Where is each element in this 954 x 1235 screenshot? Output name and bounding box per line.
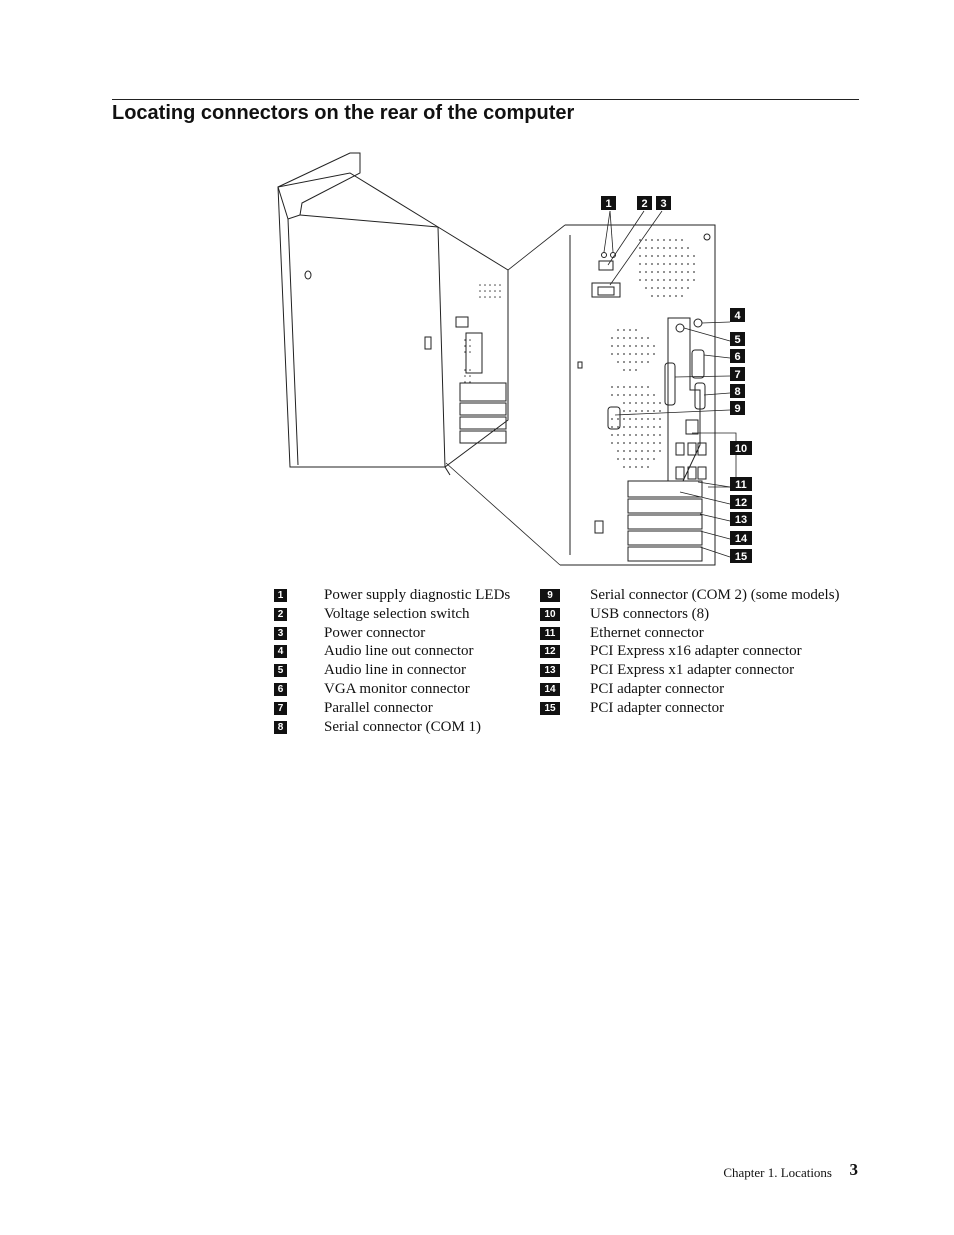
lower-vent-grid xyxy=(611,386,661,468)
callout-14: 14 xyxy=(734,533,748,545)
legend-number-badge: 9 xyxy=(540,589,560,602)
legend-number-badge: 10 xyxy=(540,608,560,621)
legend-number-badge: 13 xyxy=(540,664,560,677)
top-vent-grid xyxy=(639,239,695,297)
legend-number-badge: 8 xyxy=(274,721,287,734)
legend-number-badge: 15 xyxy=(540,702,560,715)
legend-number-badge: 6 xyxy=(274,683,287,696)
callout-4: 4 xyxy=(734,310,741,322)
callout-11: 11 xyxy=(735,479,747,491)
legend-label: Ethernet connector xyxy=(590,624,704,641)
legend-label: VGA monitor connector xyxy=(324,680,470,697)
legend-number-badge: 7 xyxy=(274,702,287,715)
callout-3: 3 xyxy=(660,198,667,210)
legend-number-badge: 14 xyxy=(540,683,560,696)
legend-label: Audio line in connector xyxy=(324,662,467,679)
legend-label: PCI adapter connector xyxy=(590,680,725,697)
legend-label: USB connectors (8) xyxy=(590,605,710,622)
enlarged-rear-panel xyxy=(560,225,715,565)
legend-number-badge: 11 xyxy=(540,627,560,640)
legend-number-badge: 12 xyxy=(540,645,560,658)
legend-label: Power connector xyxy=(324,624,426,641)
legend-label: Voltage selection switch xyxy=(324,605,470,622)
legend-label: PCI Express x1 adapter connector xyxy=(590,662,795,679)
callout-1: 1 xyxy=(605,198,612,210)
legend-label: Serial connector (COM 1) xyxy=(324,718,482,735)
tower-side-panel xyxy=(278,173,445,467)
callout-7: 7 xyxy=(734,369,741,381)
legend-number-badge: 5 xyxy=(274,664,287,677)
callout-2: 2 xyxy=(641,198,648,210)
callout-6: 6 xyxy=(734,351,741,363)
callout-9: 9 xyxy=(734,403,741,415)
legend-label: Audio line out connector xyxy=(324,643,474,660)
legend-number-badge: 4 xyxy=(274,645,287,658)
legend-label: Parallel connector xyxy=(324,699,433,716)
callout-13: 13 xyxy=(734,514,748,526)
legend-label: PCI adapter connector xyxy=(590,699,725,716)
legend-number-badge: 2 xyxy=(274,608,287,621)
rear-connectors-figure xyxy=(270,145,770,570)
callout-10: 10 xyxy=(734,443,748,455)
legend-label: PCI Express x16 adapter connector xyxy=(590,643,802,660)
page-number: 3 xyxy=(849,1160,858,1179)
callout-12: 12 xyxy=(734,497,748,509)
legend-number-badge: 1 xyxy=(274,589,287,602)
callout-5: 5 xyxy=(734,334,741,346)
page-title: Locating connectors on the rear of the computer xyxy=(112,102,575,124)
callout-8: 8 xyxy=(734,386,741,398)
footer-chapter: Chapter 1. Locations xyxy=(723,1165,832,1180)
middle-vent-grid xyxy=(611,329,655,371)
title-rule xyxy=(112,99,859,100)
legend-number-badge: 3 xyxy=(274,627,287,640)
legend-label: Serial connector (COM 2) (some models) xyxy=(590,587,840,603)
callout-15: 15 xyxy=(734,551,748,563)
tower-top-edge xyxy=(278,153,360,219)
legend-label: Power supply diagnostic LEDs xyxy=(324,587,511,603)
